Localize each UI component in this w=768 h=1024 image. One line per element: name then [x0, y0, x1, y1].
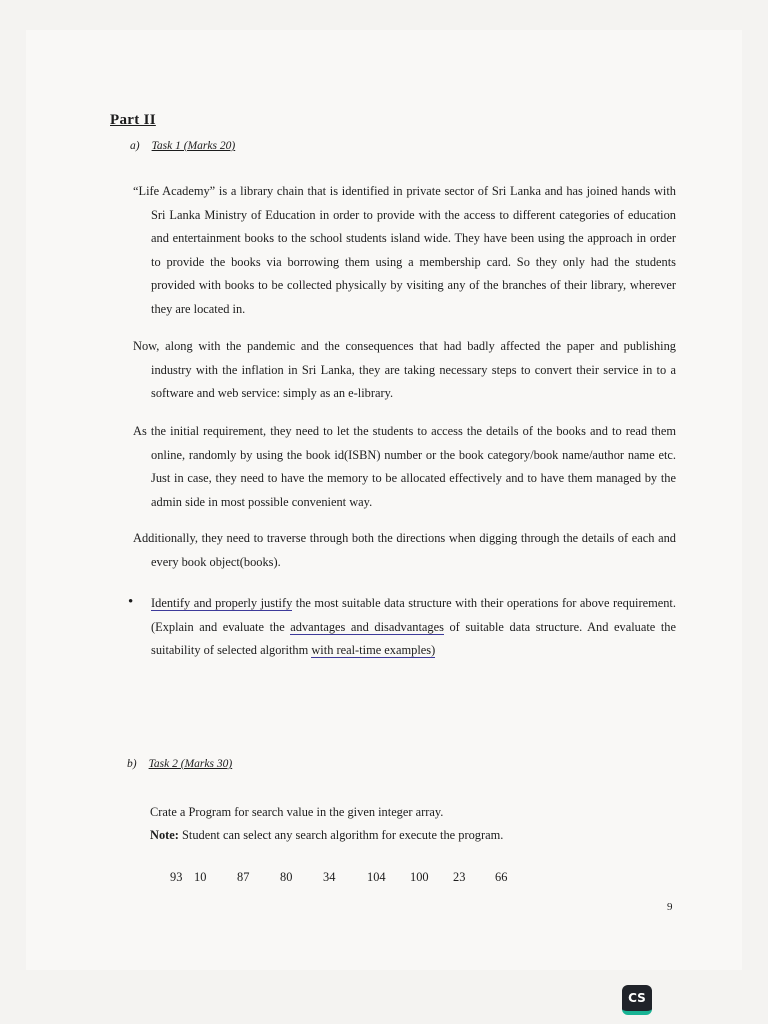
- underlined-phrase-1: Identify and properly justify: [151, 596, 293, 610]
- array-value: 23: [453, 870, 466, 884]
- array-value: 34: [323, 870, 336, 884]
- camscanner-logo-icon: CS: [622, 985, 652, 1015]
- array-value: 10: [194, 870, 207, 884]
- task-a-title: Task 1 (Marks 20): [151, 140, 236, 152]
- note-text: Student can select any search algorithm for execute the program.: [178, 828, 504, 842]
- task-b-heading: [127, 758, 232, 770]
- bullet-icon: •: [128, 594, 134, 610]
- task-b-letter: b): [127, 758, 137, 770]
- task-a-letter: a): [130, 140, 140, 152]
- array-value: 80: [280, 870, 293, 884]
- task-b-title: Task 2 (Marks 30): [148, 758, 233, 770]
- array-value: 104: [367, 870, 386, 884]
- task-b-instruction: Crate a Program for search value in the given integer array.: [150, 805, 444, 819]
- underlined-phrase-2: advantages and disadvantages: [290, 619, 444, 634]
- task-b-note: [150, 824, 503, 848]
- bullet-text-2: the most suitable data structure with their operations for above requirement. (Explain and evaluate the: [151, 596, 676, 634]
- part-title: Part II: [110, 112, 156, 128]
- bullet-item: [151, 592, 676, 663]
- array-value: 87: [237, 870, 250, 884]
- array-value: 93: [170, 870, 183, 884]
- array-value: 66: [495, 870, 508, 884]
- note-label: Note:: [150, 828, 179, 842]
- paragraph-2: Now, along with the pandemic and the consequences that had badly affected the paper and publishing industry with the inflation in Sri Lanka, they are taking necessary steps to convert their service in to a software and web service: simply as an e-library.: [133, 339, 676, 400]
- array-value: 100: [410, 870, 429, 884]
- underlined-phrase-3: with real-time examples): [311, 643, 436, 657]
- page-number: 9: [667, 901, 673, 913]
- paragraph-3: As the initial requirement, they need to let the students to access the details of the books and to read them online, randomly by using the book id(ISBN) number or the book category/book name/author name etc. Just in case, they need to have the memory to be allocated effectively and to have them managed by the admin side in most possible convenient way.: [133, 424, 676, 509]
- paragraph-1: “Life Academy” is a library chain that is identified in private sector of Sri Lanka and has joined hands with Sri Lanka Ministry of Education in order to provide with the access to different categories of education and entertainment books to the school students island wide. They have been using the approach in order to provide the books via borrowing them using a membership card. So they only had the students provided with books to be collected physically by visiting any of the branches of their library, wherever they are located in.: [133, 184, 676, 316]
- task-a-heading: [130, 140, 235, 152]
- paragraph-4: Additionally, they need to traverse through both the directions when digging through the details of each and every book object(books).: [133, 531, 676, 569]
- bullet-text-4: of suitable data structure. And evaluate the suitability of selected algorithm: [151, 619, 676, 657]
